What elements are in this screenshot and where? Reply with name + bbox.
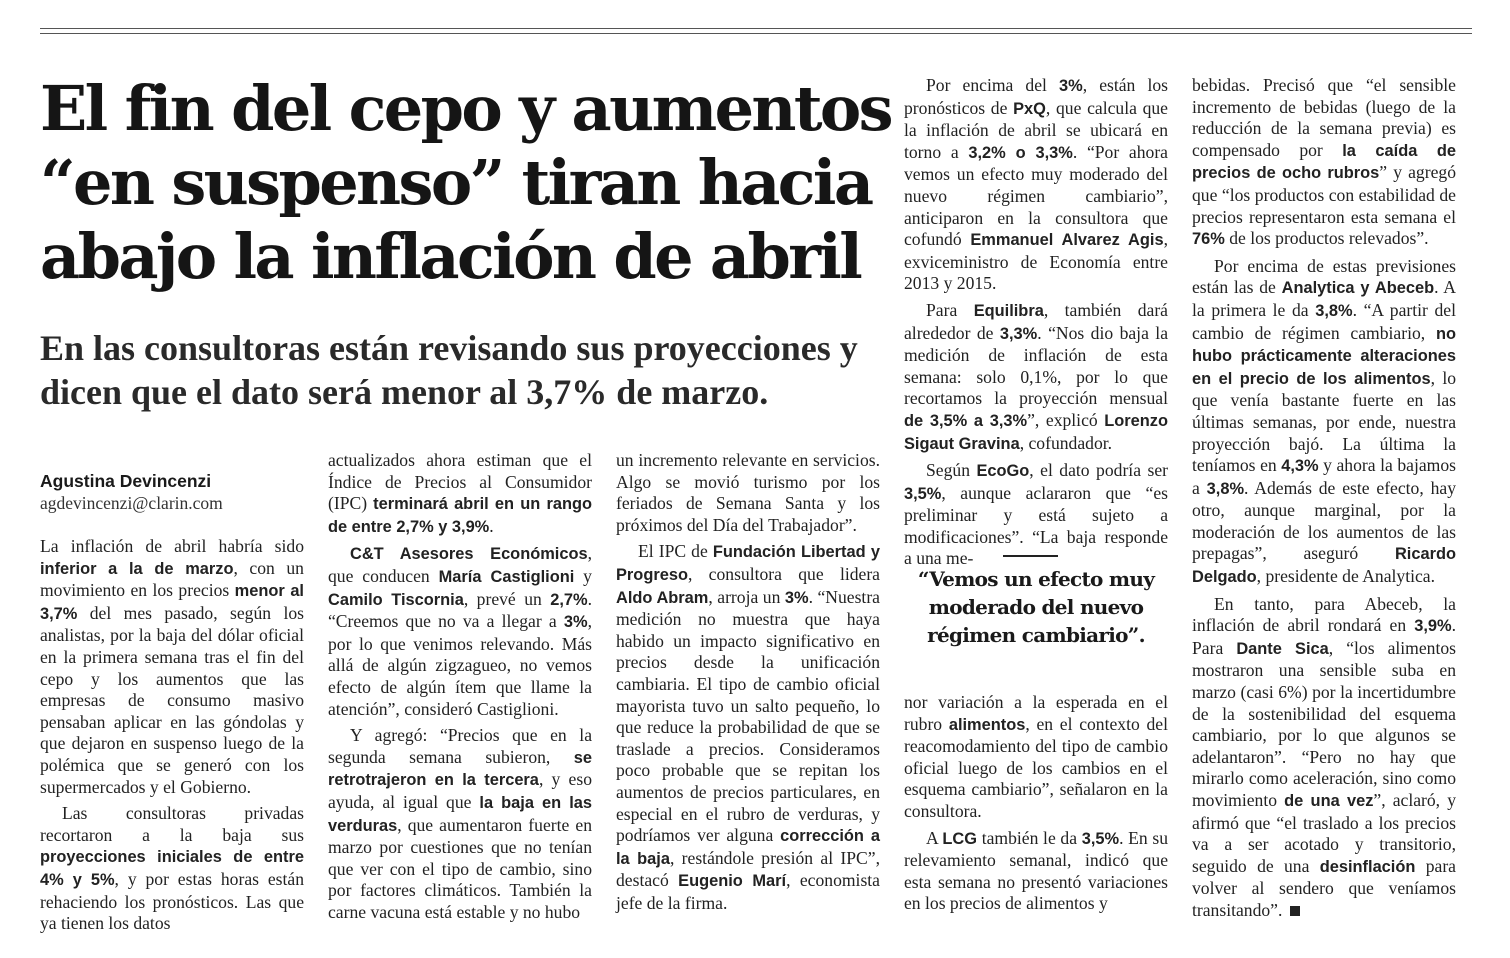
text-run: ” y agregó que “los productos con estabilidad de precios representaron esta semana el <box>1192 162 1456 227</box>
bold-text: 3,9% <box>1414 617 1452 636</box>
body-paragraph <box>328 725 592 923</box>
text-run: , que conducen <box>328 543 592 586</box>
text-run: En tanto, para Abeceb, la inflación de abril rondará en <box>1192 593 1456 636</box>
headline-line: “en suspenso” tiran hacia <box>40 146 872 219</box>
bold-text: 3,3% <box>999 324 1038 343</box>
bold-text: 4,3% <box>1281 457 1319 476</box>
bold-text: Lorenzo Sigaut Gravina <box>904 411 1168 453</box>
bold-text: la baja en las verduras <box>328 793 593 835</box>
body-paragraph <box>1192 594 1456 922</box>
headline-line: abajo la inflación de abril <box>40 220 861 293</box>
text-run: , aunque aclararon que “es preliminar y está sujeto a modificaciones”. “La baja responde a una me- <box>904 482 1168 569</box>
text-run: , presidente de Analytica. <box>1256 566 1435 587</box>
text-run: de los productos relevados”. <box>1224 228 1429 249</box>
body-paragraph <box>616 450 880 536</box>
text-run: , cofundador. <box>1019 432 1113 453</box>
text-run: Y agregó: “Precios que en la segunda semana subieron, <box>328 725 592 767</box>
article-column-2 <box>328 450 592 923</box>
text-run: ”, explicó <box>1027 409 1105 430</box>
bold-text: 3,2% o 3,3% <box>968 143 1073 162</box>
text-run: . “Por ahora vemos un efecto muy moderado del nuevo régimen cambiario”, anticiparon en la consultora que cofundó <box>904 141 1168 250</box>
text-run: también le da <box>977 827 1082 848</box>
bold-text: corrección a la baja <box>616 827 880 868</box>
bold-text: LCG <box>942 829 978 848</box>
text-run: . “Nos dio baja la medición de inflación de esta semana: solo 0,1%, por lo que recortamos la proyección mensual <box>904 322 1168 409</box>
bold-text: se retrotrajeron en la tercera <box>328 748 592 790</box>
body-paragraph <box>40 536 304 798</box>
bold-text: terminará abril en un rango de entre 2,7% y 3,9% <box>328 495 592 536</box>
body-paragraph <box>904 460 1168 570</box>
text-run: , economista jefe de la firma. <box>616 870 880 913</box>
bold-text: Camilo Tiscornia <box>328 590 464 609</box>
bold-text: Eugenio Marí <box>678 872 787 891</box>
body-paragraph <box>1192 256 1456 589</box>
bold-text: 3% <box>784 588 809 607</box>
text-run: y <box>574 565 592 586</box>
bold-text: 3% <box>563 613 588 632</box>
body-paragraph <box>904 75 1168 295</box>
body-paragraph <box>40 803 304 935</box>
top-rule-thin <box>40 33 1472 34</box>
bold-text: EcoGo <box>976 462 1030 481</box>
text-run: ”, aclaró, y afirmó que “el traslado a los precios va a ser acotado y transitorio, seguido de una <box>1192 790 1456 876</box>
article-column-4-bottom <box>904 692 1168 915</box>
text-run: . En su relevamiento semanal, indicó que esta semana no presentó variaciones en los precios de alimentos y <box>904 827 1168 914</box>
bold-text: la caída de precios de ocho rubros <box>1192 141 1456 183</box>
text-run: , “los alimentos mostraron una sensible suba en marzo (casi 6%) por la incertidumbre de la sostenibilidad del esquema cambiario, por lo que algunos se adelantaron”. “Pero no hay que mirarlo como aceleración, sino como movimiento <box>1192 637 1456 810</box>
text-run: , consultora que lidera <box>687 563 880 584</box>
subheadline <box>40 326 860 414</box>
text-run: , por lo que venimos relevando. Más allá de algún zigzagueo, no vemos efecto de algún ítem que llame la atención”, consideró Castiglioni. <box>328 611 592 719</box>
text-run: . Para <box>1192 615 1456 658</box>
bold-text: de 3,5% a 3,3% <box>904 411 1028 430</box>
text-run: , restándole presión al IPC”, destacó <box>616 847 880 891</box>
bold-text: 3% <box>1059 77 1083 95</box>
bold-text: C&T Asesores Económicos <box>350 545 588 564</box>
bold-text: desinflación <box>1319 857 1416 876</box>
pull-quote-line: régimen cambiario”. <box>927 623 1145 647</box>
bold-text: Ricardo Delgado <box>1192 545 1456 587</box>
subheadline-line: dicen que el dato será menor al 3,7% de marzo. <box>40 372 769 412</box>
article-column-1 <box>40 536 304 935</box>
text-run: , en el contexto del reacomodamiento del tipo de cambio oficial luego de los cambios en el esquema cambiario”, señalaron en la consultora. <box>904 713 1168 821</box>
text-run: . Además de este efecto, hay otro, aunque marginal, por la moderación de los aumentos de las prepagas”, aseguró <box>1192 477 1456 564</box>
author-email: agdevincenzi@clarin.com <box>40 493 223 513</box>
top-rule <box>40 28 1472 29</box>
text-run: nor variación a la esperada en el rubro <box>904 692 1168 734</box>
bold-text: 3,8% <box>1315 301 1353 320</box>
text-run: , arroja un <box>708 586 785 607</box>
body-paragraph <box>904 828 1168 915</box>
bold-text: inferior a la de marzo <box>40 559 234 578</box>
text-run: . <box>489 515 494 536</box>
text-run: , que aumentaron fuerte en marzo por cuestiones que no tenían que ver con el tipo de cambio, sino por factores climáticos. También la carne vacuna está estable y no hubo <box>328 814 592 922</box>
text-run: . “Nuestra medición no muestra que haya habido un impacto significativo en precios desde la unificación cambiaria. El tipo de cambio oficial mayorista tuvo un salto pequeño, lo que reduce la probabilidad de que se traslade a precios. Consideramos poco probable que se repitan los aumentos de precios particulares, en especial en el rubro de verduras, y podríamos ver alguna <box>616 586 880 846</box>
bold-text: 76% <box>1192 230 1225 249</box>
text-run: , y eso ayuda, al igual que <box>328 769 592 812</box>
bold-text: Dante Sica <box>1236 639 1329 658</box>
bold-text: de una vez <box>1284 792 1374 810</box>
byline <box>40 470 304 514</box>
text-run: , lo que venía bastante fuerte en las últimas semanas, por ende, nuestra proyección bajó. La última la teníamos en <box>1192 367 1456 476</box>
text-run: . “A partir del cambio de régimen cambiario, <box>1192 299 1456 343</box>
bold-text: Analytica y Abeceb <box>1281 279 1435 298</box>
text-run: A <box>926 827 943 848</box>
text-run: del mes pasado, según los analistas, por la baja del dólar oficial en la primera semana tras el fin del cepo y los aumentos que las empresas de consumo masivo pensaban aplicar en las góndolas y que dejaron en suspenso luego de la polémica que se generó con los supermercados y el Gobierno. <box>40 602 304 797</box>
bold-text: Fundación Libertad y Progreso <box>616 543 880 584</box>
text-run: , están los pronósticos de <box>904 75 1168 118</box>
bold-text: Emmanuel Alvarez Agis <box>970 231 1164 250</box>
text-run: un incremento relevante en servicios. Algo se movió turismo por los feriados de Semana Santa y los próximos del Día del Trabajador”. <box>616 450 880 535</box>
bold-text: no hubo prácticamente alteraciones en el precio de los alimentos <box>1192 324 1456 388</box>
text-run: , y por estas horas están rehaciendo los pronósticos. Las que ya tienen los datos <box>40 868 304 934</box>
bold-text: 3,8% <box>1206 479 1245 498</box>
text-run: . “Creemos que no va a llegar a <box>328 588 592 632</box>
text-run: para volver al sendero que veníamos transitando”. <box>1192 855 1456 920</box>
text-run: y ahora la bajamos a <box>1192 455 1456 498</box>
text-run: La inflación de abril habría sido <box>40 536 304 556</box>
body-paragraph <box>1192 75 1456 251</box>
pull-quote-line: moderado del nuevo <box>928 595 1144 619</box>
headline <box>40 72 891 294</box>
bold-text: Aldo Abram <box>616 588 709 607</box>
text-run: , también dará alrededor de <box>904 299 1168 343</box>
text-run: . A la primera le da <box>1192 277 1456 320</box>
author-name: Agustina Devincenzi <box>40 471 212 491</box>
body-paragraph <box>904 692 1168 823</box>
body-paragraph <box>616 541 880 914</box>
text-run: , que calcula que la inflación de abril se ubicará en torno a <box>904 97 1168 162</box>
text-run: , el dato podría ser <box>1029 460 1168 481</box>
text-run: actualizados ahora estiman que el Índice de Precios al Consumidor (IPC) <box>328 450 592 514</box>
pull-quote-rule <box>1003 555 1058 557</box>
text-run: El IPC de <box>638 541 713 562</box>
subheadline-line: En las consultoras están revisando sus proyecciones y <box>40 328 858 368</box>
body-paragraph <box>904 300 1168 455</box>
bold-text: proyecciones iniciales de entre 4% y 5% <box>40 848 304 889</box>
text-run: Según <box>926 460 977 481</box>
article-column-3 <box>616 450 880 914</box>
bold-text: 2,7% <box>550 590 588 609</box>
bold-text: Equilibra <box>973 301 1044 320</box>
text-run: Por encima del <box>926 75 1060 95</box>
article-column-5 <box>1192 75 1456 922</box>
headline-line: El fin del cepo y aumentos <box>40 72 891 145</box>
body-paragraph <box>328 450 592 538</box>
text-run: Por encima de estas previsiones están las de <box>1192 255 1456 298</box>
text-run: bebidas. Precisó que “el sensible incremento de bebidas (luego de la reducción de la semana previa) es compensado por <box>1192 75 1456 160</box>
text-run: Las consultoras privadas recortaron a la baja sus <box>40 803 304 845</box>
text-run: Para <box>926 299 974 320</box>
bold-text: PxQ <box>1013 99 1046 118</box>
pull-quote <box>904 565 1168 649</box>
bold-text: María Castiglioni <box>438 567 575 586</box>
pull-quote-line: “Vemos un efecto muy <box>917 567 1155 591</box>
bold-text: 3,5% <box>1081 829 1120 848</box>
text-run: , prevé un <box>463 588 551 609</box>
end-mark-icon <box>1290 906 1300 916</box>
bold-text: alimentos <box>948 715 1026 734</box>
bold-text: 3,5% <box>904 484 942 503</box>
text-run: , con un movimiento en los precios <box>40 557 304 601</box>
body-paragraph <box>328 543 592 720</box>
article-column-4-top <box>904 75 1168 570</box>
bold-text: menor al 3,7% <box>40 582 304 623</box>
text-run: , exviceministro de Economía entre 2013 y 2015. <box>904 229 1168 294</box>
